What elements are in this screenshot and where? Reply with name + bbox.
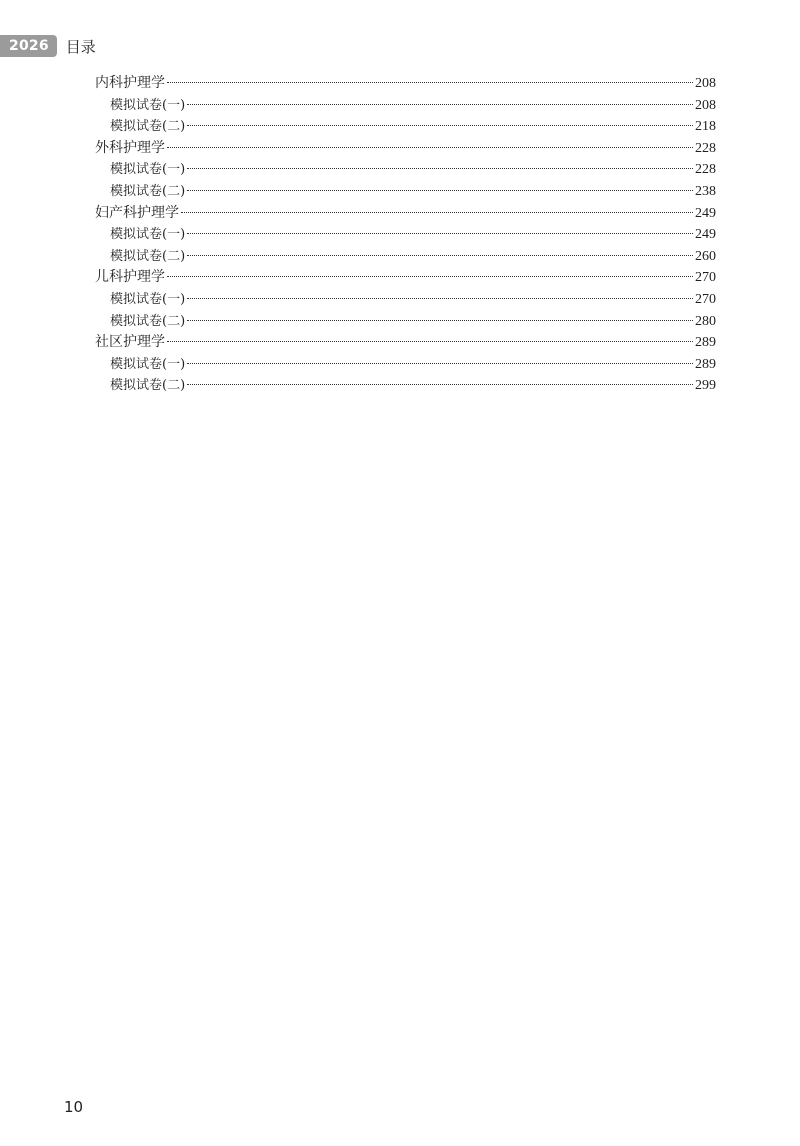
toc-entry-page: 270: [695, 270, 716, 286]
toc-entry-title: 内科护理学: [95, 75, 165, 91]
toc-entry-page: 238: [695, 183, 716, 199]
dot-leader: [187, 104, 693, 105]
toc-entry-title: 儿科护理学: [95, 269, 165, 286]
dot-leader: [181, 212, 693, 213]
toc-subentry[interactable]: [95, 354, 716, 376]
dot-leader: [167, 341, 693, 342]
toc-entry-page: 289: [695, 356, 716, 372]
toc-subentry[interactable]: [95, 116, 716, 138]
toc-subentry[interactable]: [95, 181, 716, 203]
toc-subentry[interactable]: [95, 311, 716, 333]
dot-leader: [187, 320, 693, 321]
toc-entry-title: 社区护理学: [95, 334, 165, 351]
toc-entry-title: 模拟试卷(二): [110, 313, 186, 329]
toc-entry-page: 249: [695, 227, 716, 243]
toc-subentry[interactable]: [95, 246, 716, 268]
dot-leader: [187, 190, 693, 191]
year-badge: 2026: [0, 35, 57, 57]
header-title: 目录: [65, 37, 96, 56]
dot-leader: [187, 298, 693, 299]
toc-entry-page: 280: [695, 313, 716, 329]
toc-entry-title: 模拟试卷(二): [110, 248, 186, 264]
toc-entry-title: 模拟试卷(一): [110, 162, 186, 178]
dot-leader: [187, 233, 693, 234]
toc-entry[interactable]: [95, 138, 716, 160]
dot-leader: [167, 276, 693, 277]
toc-entry[interactable]: [95, 73, 716, 95]
page-number: 10: [64, 1098, 84, 1116]
dot-leader: [187, 168, 693, 169]
toc-entry-page: 260: [695, 248, 716, 264]
toc-entry-page: 299: [695, 378, 716, 394]
toc-entry-page: 289: [695, 335, 716, 351]
toc-subentry[interactable]: [95, 224, 716, 246]
dot-leader: [187, 255, 693, 256]
toc-entry-page: 249: [695, 205, 716, 221]
toc-entry[interactable]: [95, 267, 716, 289]
toc-entry-title: 模拟试卷(二): [110, 119, 186, 135]
toc-entry-page: 208: [695, 97, 716, 113]
toc-entry-page: 228: [695, 140, 716, 156]
dot-leader: [167, 82, 693, 83]
toc-entry-title: 外科护理学: [95, 139, 165, 156]
toc-entry-title: 模拟试卷(一): [110, 97, 186, 113]
dot-leader: [187, 384, 693, 385]
dot-leader: [187, 363, 693, 364]
toc-entry-page: 218: [695, 119, 716, 135]
toc-subentry[interactable]: [95, 95, 716, 117]
toc-subentry[interactable]: [95, 289, 716, 311]
dot-leader: [167, 147, 693, 148]
toc-entry[interactable]: [95, 332, 716, 354]
toc-entry-title: 模拟试卷(一): [110, 227, 186, 243]
toc-entry-page: 228: [695, 162, 716, 178]
toc-entry-page: 270: [695, 291, 716, 307]
toc-entry-title: 模拟试卷(一): [110, 291, 186, 307]
dot-leader: [187, 125, 693, 126]
running-header: [0, 35, 96, 57]
toc-entry-page: 208: [695, 76, 716, 91]
toc-entry[interactable]: [95, 203, 716, 225]
toc-entry-title: 妇产科护理学: [95, 204, 179, 221]
toc-entry-title: 模拟试卷(一): [110, 356, 186, 372]
toc-entry-title: 模拟试卷(二): [110, 183, 186, 199]
toc-subentry[interactable]: [95, 375, 716, 397]
table-of-contents: [95, 73, 716, 397]
toc-subentry[interactable]: [95, 159, 716, 181]
toc-entry-title: 模拟试卷(二): [110, 378, 186, 394]
